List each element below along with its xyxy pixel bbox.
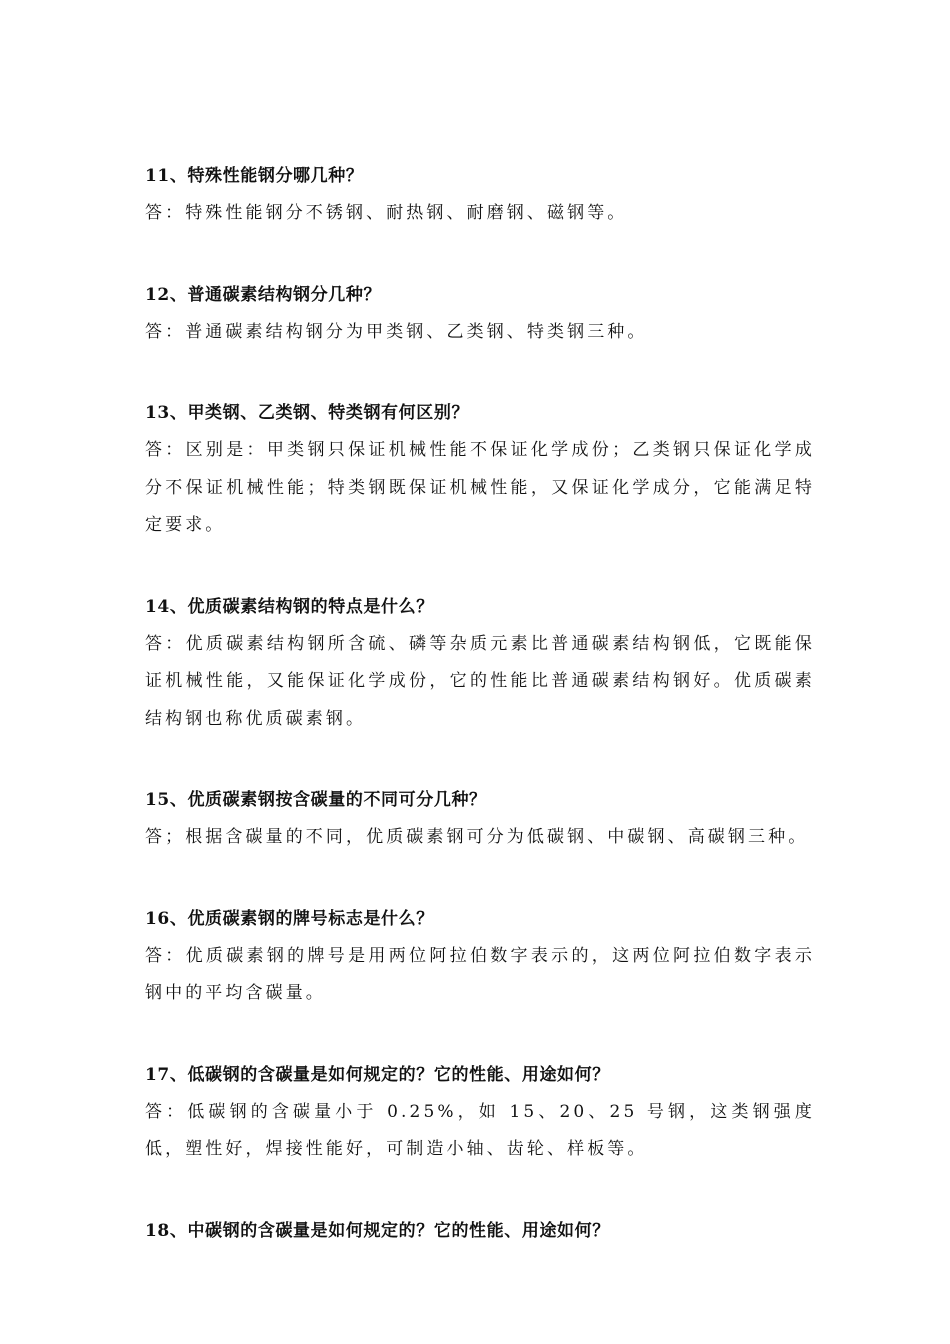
answer-text: 答：普通碳素结构钢分为甲类钢、乙类钢、特类钢三种。 [145,321,648,342]
question-heading: 14、优质碳素结构钢的特点是什么？ [145,596,434,617]
answer-text: 答：特殊性能钢分不锈钢、耐热钢、耐磨钢、磁钢等。 [145,203,628,223]
qa-item-12 [145,277,815,352]
question-heading: 15、优质碳素钢按含碳量的不同可分几种？ [145,790,487,810]
answer-text: 答：区别是：甲类钢只保证机械性能不保证化学成份；乙类钢只保证化学成分不保证机械性能；特类钢既保证机械性能，又保证化学成分，它能满足特定要求。 [145,440,815,535]
answer-text: 答：优质碳素钢的牌号是用两位阿拉伯数字表示的，这两位阿拉伯数字表示钢中的平均含碳量。 [145,945,815,1003]
qa-item-14 [145,589,815,739]
qa-item-15 [145,782,815,857]
question-heading: 18、中碳钢的含碳量是如何规定的？它的性能、用途如何？ [145,1220,610,1241]
qa-item-16 [145,901,815,1013]
qa-item-13 [145,395,815,545]
question-heading: 12、普通碳素结构钢分几种？ [145,284,382,305]
question-heading: 11、特殊性能钢分哪几种？ [145,166,364,186]
document-page [145,158,815,1250]
qa-item-18 [145,1213,815,1250]
answer-text: 答：优质碳素结构钢所含硫、磷等杂质元素比普通碳素结构钢低，它既能保证机械性能，又能保证化学成份，它的性能比普通碳素结构钢好。优质碳素结构钢也称优质碳素钢。 [145,633,815,729]
question-heading: 17、低碳钢的含碳量是如何规定的？它的性能、用途如何？ [145,1064,610,1085]
qa-item-17 [145,1057,815,1169]
answer-text: 答：低碳钢的含碳量小于 0.25%，如 15、20、25 号钢，这类钢强度低，塑性好，焊接性能好，可制造小轴、齿轮、样板等。 [145,1101,815,1159]
qa-item-11 [145,158,815,233]
question-heading: 16、优质碳素钢的牌号标志是什么？ [145,908,434,929]
question-heading: 13、甲类钢、乙类钢、特类钢有何区别？ [145,403,470,423]
answer-text: 答；根据含碳量的不同，优质碳素钢可分为低碳钢、中碳钢、高碳钢三种。 [145,827,809,847]
